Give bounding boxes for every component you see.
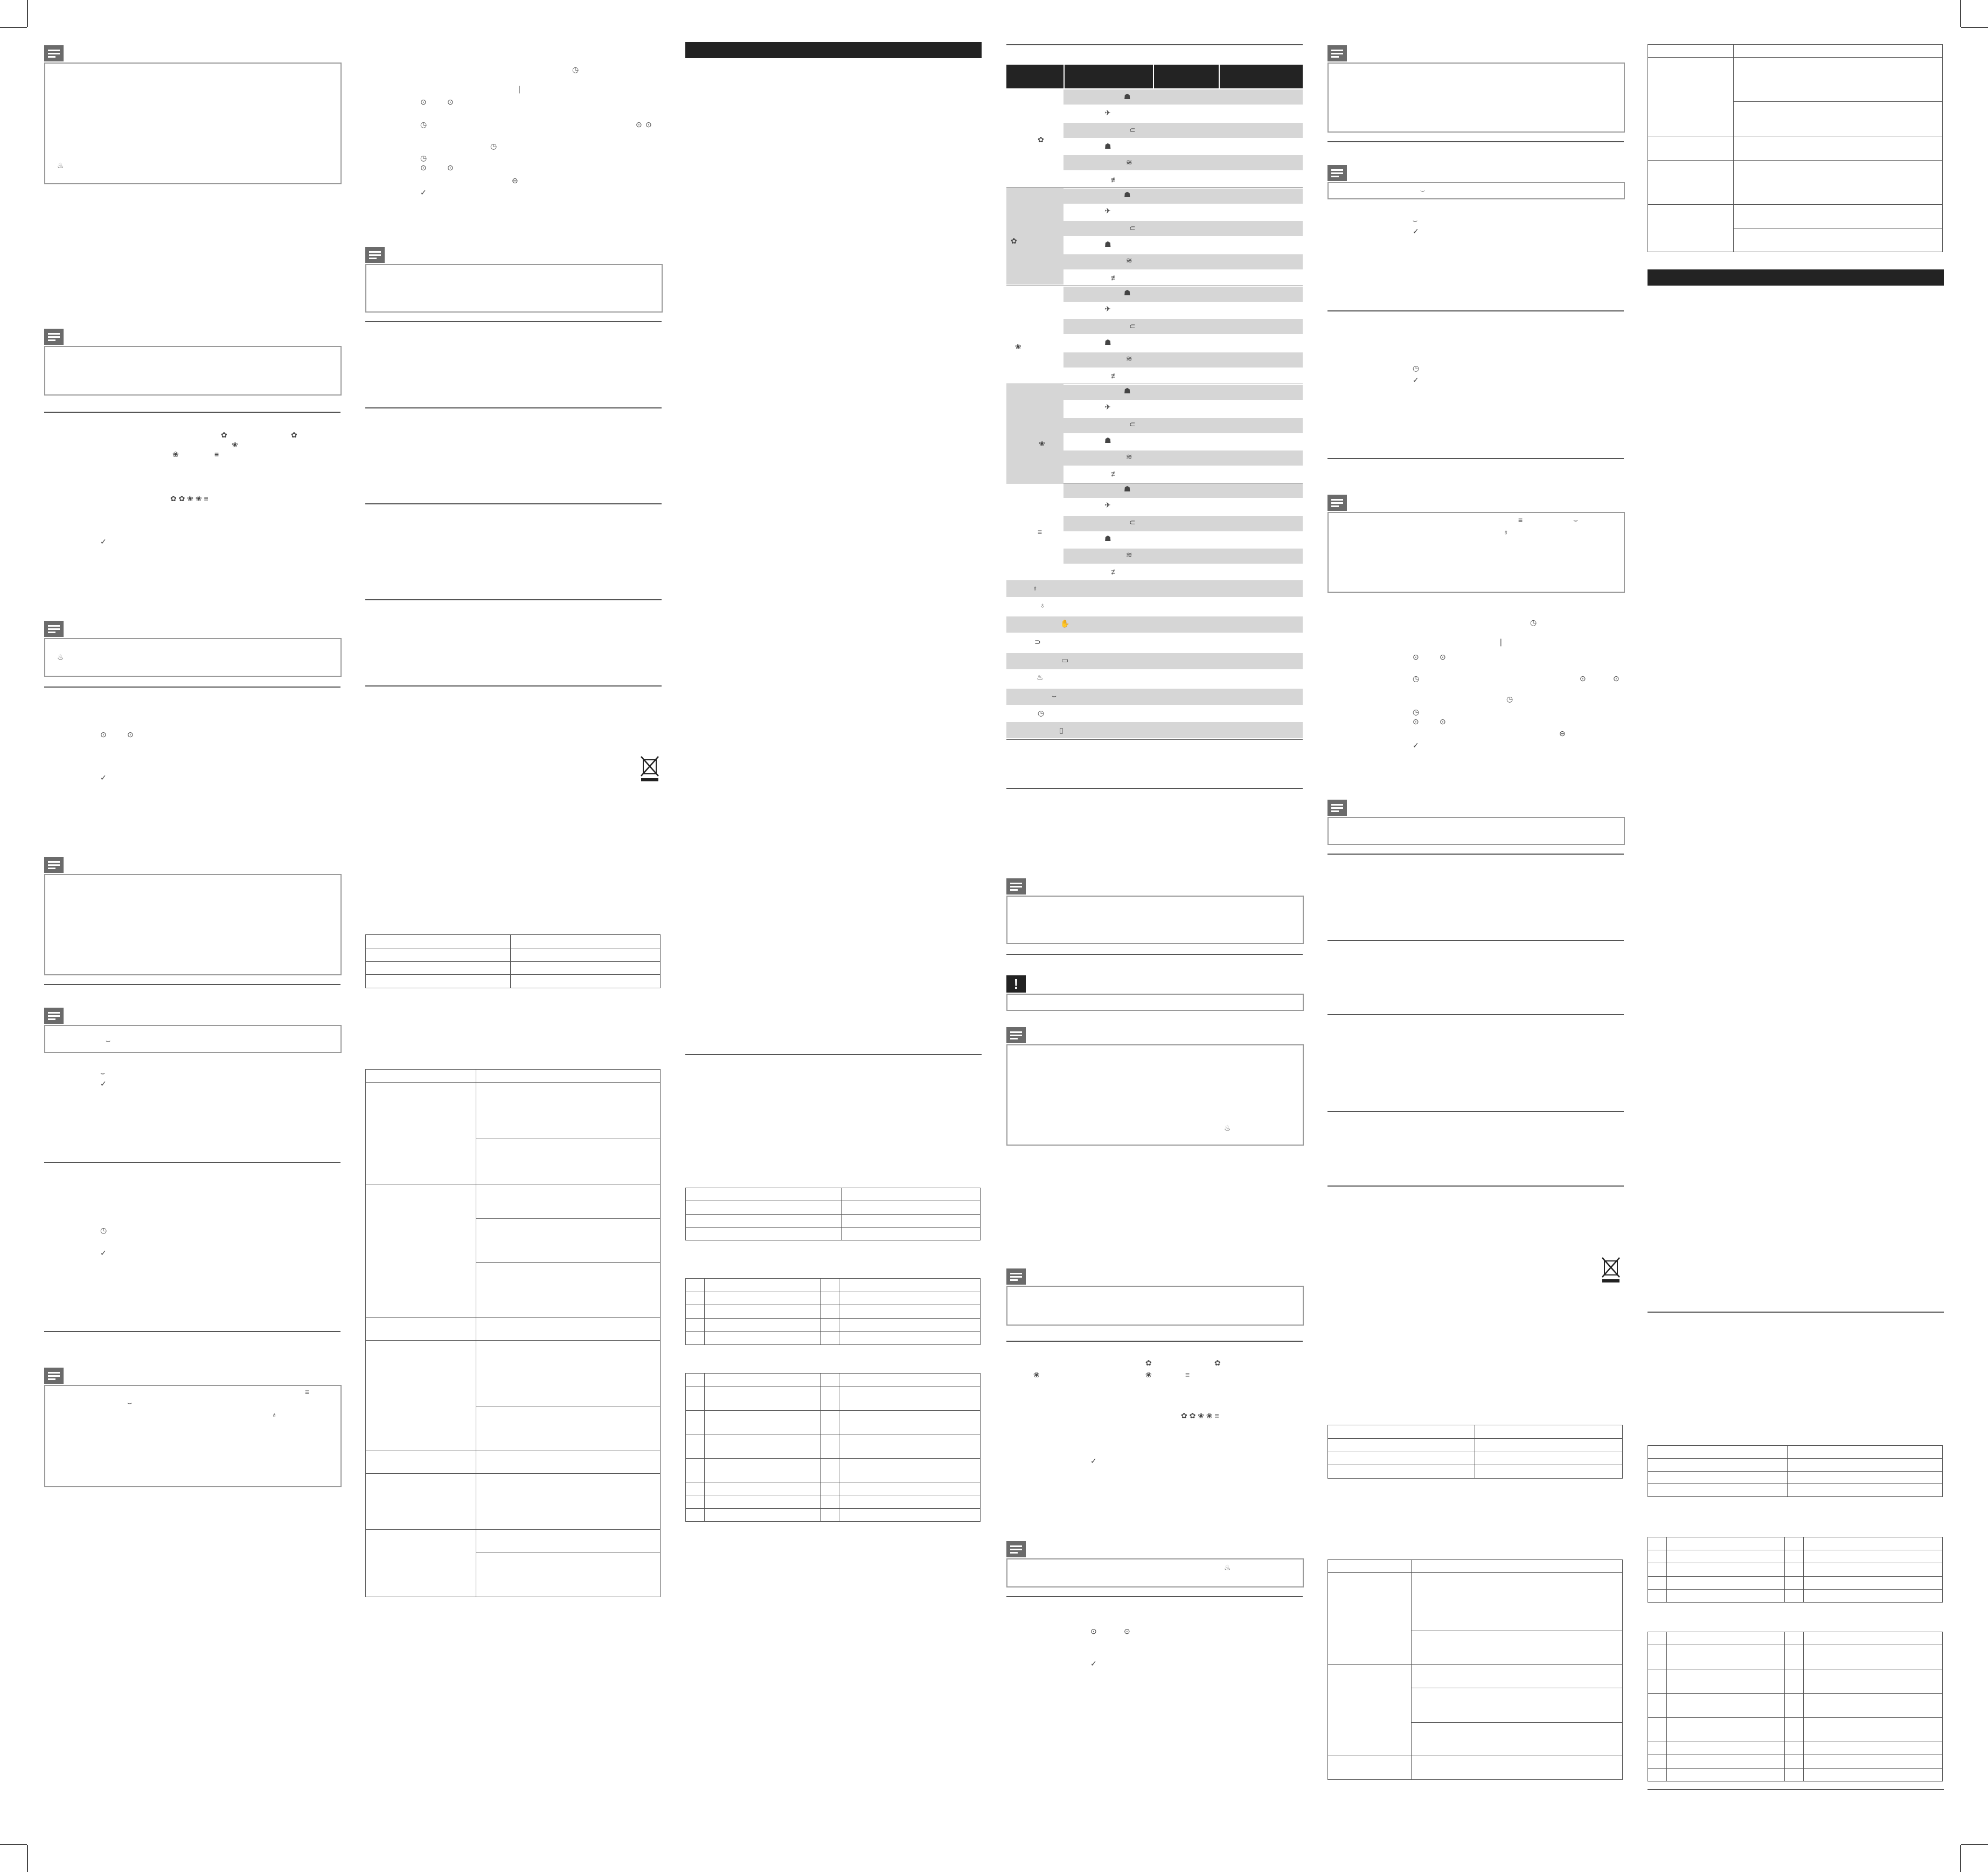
table-row-shade bbox=[1063, 418, 1303, 433]
vegetable-icon: ≋ bbox=[1126, 354, 1132, 363]
dial-icon: ⊙ bbox=[420, 163, 427, 172]
section-rule bbox=[365, 503, 662, 504]
table-row-shade bbox=[1006, 689, 1303, 705]
section-rule bbox=[365, 321, 662, 322]
section-rule bbox=[1327, 854, 1624, 855]
note-icon bbox=[44, 621, 64, 637]
table-header-divider bbox=[1063, 65, 1065, 88]
program-icon-row: ✿ ✿ ❀ ❀ ≡ bbox=[170, 494, 208, 503]
program-icon: ≡ bbox=[1518, 516, 1523, 524]
program-icon: ✿ bbox=[1145, 1358, 1152, 1367]
pot-icon: ♨ bbox=[1037, 673, 1044, 682]
table-row-shade bbox=[1063, 123, 1303, 138]
program-icon: ❀ bbox=[172, 450, 179, 459]
note-box bbox=[1006, 1558, 1304, 1587]
section-rule bbox=[1006, 1341, 1303, 1342]
bread-icon: ⊃ bbox=[1034, 637, 1041, 646]
note-icon bbox=[44, 45, 64, 61]
bowl-icon: ⌣ bbox=[127, 1398, 133, 1407]
program-icon: ❀ bbox=[1145, 1370, 1152, 1379]
table-row-shade bbox=[1063, 516, 1303, 531]
section-rule bbox=[44, 984, 340, 985]
section-rule bbox=[365, 599, 662, 600]
dial-icon: ⊙ bbox=[100, 730, 107, 739]
dial-icon: ⊙ bbox=[447, 98, 454, 106]
meat-icon: ☗ bbox=[1104, 240, 1111, 248]
note-icon bbox=[44, 329, 64, 345]
table-header-bar bbox=[1006, 65, 1303, 88]
note-box bbox=[44, 63, 342, 184]
table-row-shade bbox=[1063, 483, 1303, 498]
meat-icon: ☗ bbox=[1104, 534, 1111, 543]
section-rule bbox=[44, 687, 340, 688]
section-header-bar bbox=[1648, 269, 1944, 286]
check-icon: ✓ bbox=[100, 537, 107, 546]
lock-icon: ▯ bbox=[1059, 726, 1063, 734]
note-box bbox=[1327, 512, 1625, 593]
vegetable-icon: ≋ bbox=[1126, 158, 1132, 167]
bowl-icon: ⌣ bbox=[1052, 691, 1057, 700]
timer-icon: ◷ bbox=[420, 154, 427, 162]
dial-icon: ⊙ bbox=[420, 98, 427, 106]
timer-icon: ◷ bbox=[1413, 708, 1420, 716]
settings-icon: ≢ bbox=[1111, 175, 1118, 184]
table-row-shade bbox=[1063, 287, 1303, 302]
note-box bbox=[1006, 896, 1304, 944]
meat-icon: ☗ bbox=[1124, 386, 1131, 395]
section-rule bbox=[365, 685, 662, 687]
crop-mark bbox=[1961, 1844, 1988, 1845]
timer-icon: ◷ bbox=[420, 120, 427, 129]
dial-icon: ⊙ bbox=[127, 730, 134, 739]
vegetable-icon: ≋ bbox=[1126, 452, 1132, 461]
dial-icon: ⊙ bbox=[1580, 674, 1586, 683]
crop-mark bbox=[1960, 1845, 1961, 1872]
meat-icon: ☗ bbox=[1124, 288, 1131, 297]
table-row-shade bbox=[1063, 319, 1303, 334]
dial-icon: ⊙ bbox=[1613, 674, 1619, 683]
crossed-bin-icon bbox=[639, 754, 661, 781]
table-row-shade bbox=[1006, 616, 1303, 633]
section-rule bbox=[1327, 1014, 1624, 1015]
check-icon: ✓ bbox=[1413, 227, 1419, 235]
note-icon bbox=[1327, 45, 1347, 61]
pot-icon: ♨ bbox=[1224, 1563, 1231, 1572]
program-icon: ✿ bbox=[1214, 1358, 1221, 1367]
dial-icon: ⊙ bbox=[1413, 653, 1419, 661]
note-box bbox=[44, 638, 342, 677]
caution-icon: ! bbox=[1006, 975, 1026, 993]
check-icon: ✓ bbox=[1413, 376, 1419, 384]
note-box bbox=[1327, 817, 1625, 845]
dial-icon: ⊙ bbox=[447, 163, 454, 172]
section-rule bbox=[1006, 954, 1303, 955]
note-icon bbox=[365, 247, 385, 263]
section-rule bbox=[1327, 1185, 1624, 1187]
note-icon bbox=[1006, 1027, 1026, 1043]
bowl-icon: ⌣ bbox=[106, 1036, 111, 1045]
table-row-shade bbox=[1063, 254, 1303, 269]
settings-icon: ≢ bbox=[1111, 273, 1118, 282]
dial-icon: ⊙ bbox=[1413, 717, 1419, 726]
timer-icon: ◷ bbox=[1413, 674, 1420, 683]
note-icon bbox=[44, 1368, 64, 1384]
table-row-shade bbox=[1063, 385, 1303, 400]
table-row-shade bbox=[1063, 549, 1303, 564]
table-row-shade bbox=[1063, 221, 1303, 236]
meat-icon: ☗ bbox=[1104, 436, 1111, 445]
section-rule bbox=[365, 407, 662, 408]
table-row-shade bbox=[1006, 581, 1303, 597]
meat-icon: ☗ bbox=[1104, 142, 1111, 150]
parts-table bbox=[685, 1278, 981, 1345]
note-box bbox=[1327, 182, 1625, 199]
rice-program-icon: ✿ bbox=[1038, 135, 1044, 144]
crop-mark bbox=[27, 0, 28, 27]
crop-mark bbox=[0, 27, 27, 28]
section-rule bbox=[44, 1162, 340, 1163]
program-group-shade bbox=[1006, 188, 1063, 285]
battery-icon: ▭ bbox=[1061, 656, 1069, 664]
section-rule bbox=[1006, 1596, 1303, 1597]
check-icon: ✓ bbox=[1090, 1457, 1097, 1465]
spec-table bbox=[365, 934, 661, 988]
timer-icon: ◷ bbox=[100, 1226, 107, 1235]
meat-icon: ☗ bbox=[1124, 484, 1131, 493]
cancel-icon: ⊖ bbox=[1559, 729, 1566, 738]
poultry-icon: ✈ bbox=[1104, 501, 1111, 509]
table-row-shade bbox=[1063, 189, 1303, 204]
crop-mark bbox=[1961, 27, 1988, 28]
steam-icon: ♁ bbox=[1040, 601, 1046, 609]
dial-icon: ⊙ bbox=[1090, 1627, 1097, 1635]
table-row-shade bbox=[1063, 155, 1303, 170]
note-icon bbox=[1327, 495, 1347, 511]
fish-icon: ⊂ bbox=[1129, 322, 1136, 330]
section-rule bbox=[1327, 310, 1624, 311]
pot-icon: ♨ bbox=[1224, 1124, 1231, 1132]
note-icon bbox=[1006, 1541, 1026, 1557]
meat-icon: ☗ bbox=[1124, 190, 1131, 199]
group-separator bbox=[1006, 739, 1303, 740]
dial-icon: ⊙ bbox=[645, 120, 652, 129]
bake-program-icon: ✿ bbox=[1011, 237, 1017, 245]
fish-icon: ⊂ bbox=[1129, 224, 1136, 232]
bowl-icon: ⌣ bbox=[100, 1069, 106, 1077]
meat-icon: ☗ bbox=[1104, 338, 1111, 346]
program-icon: ❀ bbox=[232, 440, 238, 449]
crop-mark bbox=[1960, 0, 1961, 27]
steam-icon: ♁ bbox=[272, 1410, 277, 1419]
table-header-divider bbox=[1153, 65, 1154, 88]
vegetable-icon: ≋ bbox=[1126, 550, 1132, 559]
check-icon: ✓ bbox=[1413, 741, 1419, 750]
section-rule bbox=[685, 1054, 982, 1055]
bowl-icon: ⌣ bbox=[1420, 186, 1426, 195]
table-row-shade bbox=[1006, 722, 1303, 738]
check-icon: ✓ bbox=[100, 1079, 107, 1088]
poultry-icon: ✈ bbox=[1104, 206, 1111, 215]
fish-icon: ⊂ bbox=[1129, 126, 1136, 134]
thermometer-icon: ❘ bbox=[516, 85, 523, 93]
note-box bbox=[1006, 1044, 1304, 1146]
note-icon bbox=[1006, 878, 1026, 895]
spec-table bbox=[685, 1188, 981, 1240]
settings-icon: ≢ bbox=[1111, 469, 1118, 478]
fish-icon: ⊂ bbox=[1129, 420, 1136, 428]
settings-icon: ≢ bbox=[1111, 371, 1118, 380]
check-icon: ✓ bbox=[100, 1249, 107, 1257]
program-icon: ✿ bbox=[291, 431, 297, 439]
note-box bbox=[1327, 63, 1625, 133]
hand-icon: ✋ bbox=[1060, 619, 1070, 628]
table-row-shade bbox=[1063, 450, 1303, 466]
dial-icon: ⊙ bbox=[1124, 1627, 1130, 1635]
steam-program-icon: ≡ bbox=[1038, 528, 1042, 536]
note-box bbox=[44, 1385, 342, 1487]
parts-table bbox=[1648, 1632, 1943, 1781]
program-icon: ❀ bbox=[1033, 1370, 1040, 1379]
section-header-bar bbox=[685, 42, 982, 58]
dial-icon: ⊙ bbox=[1440, 653, 1446, 661]
vegetable-icon: ≋ bbox=[1126, 256, 1132, 265]
table-header-divider bbox=[1219, 65, 1220, 88]
crop-mark bbox=[0, 1844, 27, 1845]
note-box bbox=[1006, 1286, 1304, 1326]
note-icon bbox=[1006, 1268, 1026, 1285]
note-icon bbox=[1327, 800, 1347, 816]
poultry-icon: ✈ bbox=[1104, 403, 1111, 411]
program-icon: ≡ bbox=[214, 450, 219, 459]
check-icon: ✓ bbox=[1090, 1659, 1097, 1668]
parts-table bbox=[1648, 1537, 1943, 1603]
section-rule bbox=[44, 412, 340, 413]
check-icon: ✓ bbox=[420, 188, 427, 197]
section-rule bbox=[1648, 1789, 1944, 1790]
section-rule bbox=[1006, 44, 1303, 45]
timer-icon: ◷ bbox=[1506, 695, 1513, 703]
table-row-shade bbox=[1006, 653, 1303, 669]
bowl-icon: ⌣ bbox=[1413, 216, 1418, 225]
section-rule bbox=[1327, 940, 1624, 941]
program-icon: ≡ bbox=[305, 1388, 310, 1396]
timer-icon: ◷ bbox=[1413, 364, 1420, 372]
steam-icon: ♁ bbox=[1503, 528, 1509, 536]
roast-program-icon: ❀ bbox=[1015, 342, 1021, 351]
troubleshooting-table bbox=[1327, 1559, 1623, 1780]
note-icon bbox=[44, 1008, 64, 1024]
poultry-icon: ✈ bbox=[1104, 304, 1111, 313]
caution-box bbox=[1006, 994, 1304, 1011]
dial-icon: ⊙ bbox=[636, 120, 642, 129]
section-rule bbox=[1327, 458, 1624, 459]
note-box bbox=[44, 874, 342, 975]
spec-table bbox=[1327, 1425, 1623, 1479]
thermometer-icon: ❘ bbox=[1498, 637, 1504, 646]
fish-icon: ⊂ bbox=[1129, 518, 1136, 526]
program-group-shade bbox=[1006, 384, 1063, 483]
section-rule bbox=[44, 1331, 340, 1332]
pot-icon: ♨ bbox=[57, 161, 64, 170]
troubleshooting-table bbox=[1648, 44, 1943, 252]
timer-icon: ◷ bbox=[572, 65, 579, 74]
program-icon: ✿ bbox=[221, 431, 227, 439]
note-box bbox=[44, 1025, 342, 1053]
meat-icon: ☗ bbox=[1124, 92, 1131, 101]
troubleshooting-table bbox=[365, 1069, 661, 1597]
check-icon: ✓ bbox=[100, 773, 107, 782]
note-icon bbox=[1327, 165, 1347, 181]
timer-icon: ◷ bbox=[1038, 709, 1045, 717]
program-icon-row: ✿ ✿ ❀ ❀ ≡ bbox=[1181, 1411, 1219, 1420]
timer-icon: ◷ bbox=[1530, 618, 1537, 627]
section-rule bbox=[1006, 788, 1303, 789]
cancel-icon: ⊖ bbox=[512, 176, 518, 185]
section-rule bbox=[1327, 141, 1624, 142]
program-icon: ≡ bbox=[1185, 1370, 1190, 1379]
bowl-icon: ⌣ bbox=[1573, 516, 1579, 524]
pot-icon: ♨ bbox=[57, 653, 64, 661]
stew-program-icon: ❀ bbox=[1039, 439, 1045, 448]
parts-table bbox=[685, 1373, 981, 1522]
steam-icon: ♁ bbox=[1032, 584, 1038, 592]
section-rule bbox=[1327, 1111, 1624, 1112]
dial-icon: ⊙ bbox=[1440, 717, 1446, 726]
table-row-shade bbox=[1063, 352, 1303, 368]
crop-mark bbox=[27, 1845, 28, 1872]
spec-table bbox=[1648, 1445, 1943, 1497]
note-box bbox=[365, 264, 663, 313]
note-box bbox=[44, 346, 342, 396]
crossed-bin-icon bbox=[1600, 1256, 1622, 1282]
section-rule bbox=[1648, 1312, 1944, 1313]
table-row-shade bbox=[1063, 89, 1303, 105]
timer-icon: ◷ bbox=[490, 142, 497, 150]
poultry-icon: ✈ bbox=[1104, 108, 1111, 117]
note-icon bbox=[44, 857, 64, 873]
settings-icon: ≢ bbox=[1111, 567, 1118, 576]
